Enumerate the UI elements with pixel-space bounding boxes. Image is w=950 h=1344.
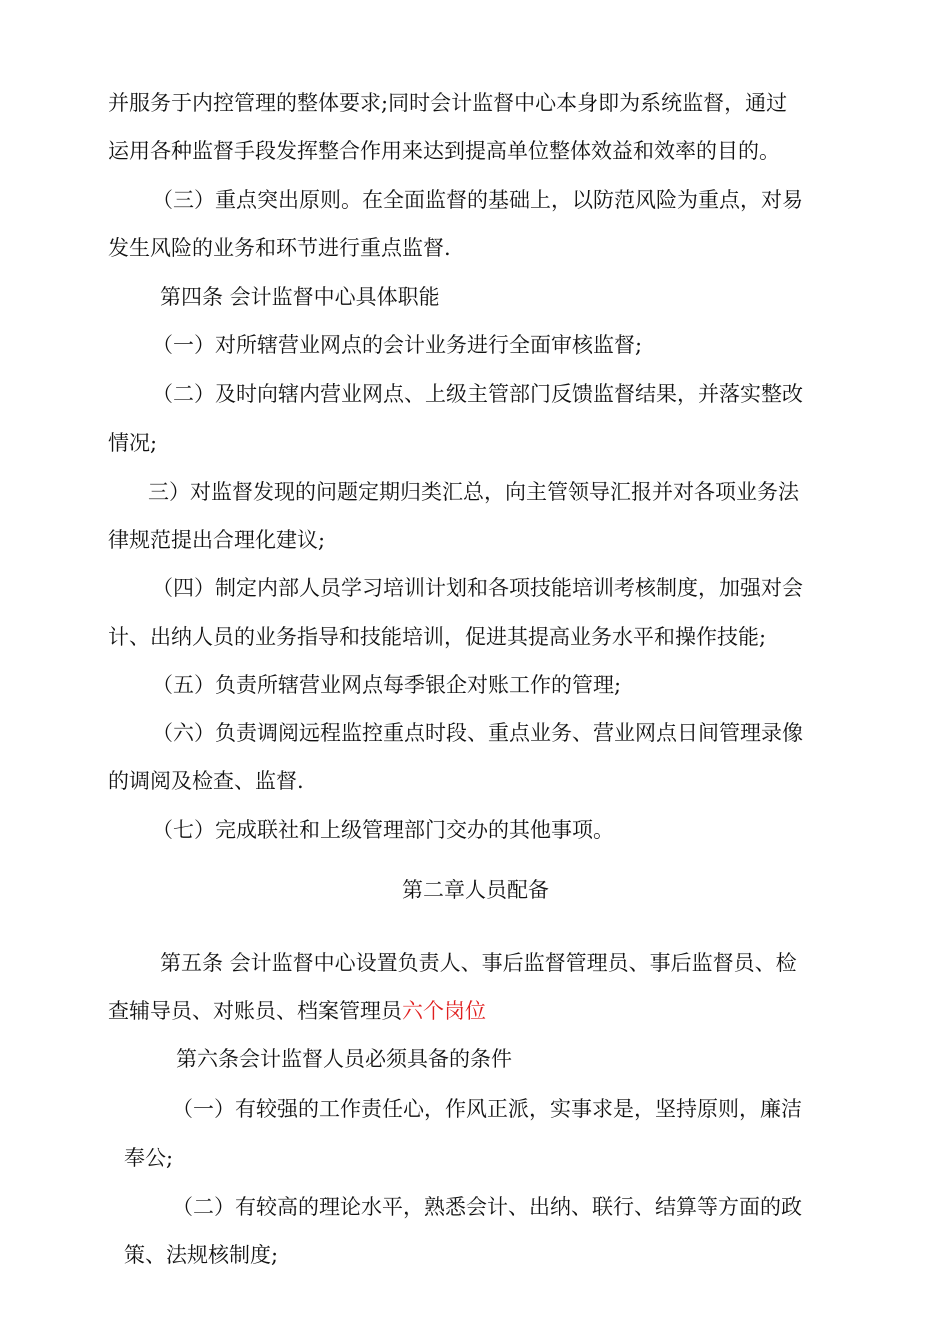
- paragraph-line: （六）负责调阅远程监控重点时段、重点业务、营业网点日间管理录像: [152, 721, 803, 745]
- paragraph-line: （一）有较强的工作责任心，作风正派，实事求是，坚持原则，廉洁: [172, 1097, 802, 1121]
- paragraph-line: 运用各种监督手段发挥整合作用来达到提高单位整体效益和效率的目的。: [108, 139, 780, 163]
- paragraph-line: （三）重点突出原则。在全面监督的基础上，以防范风险为重点，对易: [152, 188, 803, 212]
- paragraph-line: 计、出纳人员的业务指导和技能培训，促进其提高业务水平和操作技能;: [108, 625, 767, 649]
- paragraph-text: 查辅导员、对账员、档案管理员: [108, 999, 402, 1023]
- article-heading: 第五条 会计监督中心设置负责人、事后监督管理员、事后监督员、检: [160, 951, 797, 975]
- paragraph-line: 奉公;: [124, 1146, 174, 1170]
- paragraph-line: （五）负责所辖营业网点每季银企对账工作的管理;: [152, 673, 622, 697]
- paragraph-line: （二）有较高的理论水平，熟悉会计、出纳、联行、结算等方面的政: [172, 1195, 802, 1219]
- paragraph-line: 策、法规核制度;: [124, 1243, 279, 1267]
- paragraph-line: 情况;: [108, 431, 158, 455]
- paragraph-line: 三）对监督发现的问题定期归类汇总，向主管领导汇报并对各项业务法: [148, 480, 799, 504]
- paragraph-line: （七）完成联社和上级管理部门交办的其他事项。: [152, 818, 614, 842]
- paragraph-line: 并服务于内控管理的整体要求;同时会计监督中心本身即为系统监督，通过: [108, 91, 788, 115]
- paragraph-line: 发生风险的业务和环节进行重点监督.: [108, 236, 451, 260]
- paragraph-line: （一）对所辖营业网点的会计业务进行全面审核监督;: [152, 333, 643, 357]
- paragraph-line: （二）及时向辖内营业网点、上级主管部门反馈监督结果，并落实整改: [152, 382, 803, 406]
- paragraph-line: 律规范提出合理化建议;: [108, 528, 326, 552]
- paragraph-line: [108, 996, 486, 1026]
- chapter-heading: 第二章人员配备: [402, 878, 549, 902]
- article-heading: 第四条 会计监督中心具体职能: [160, 285, 440, 309]
- paragraph-line: （四）制定内部人员学习培训计划和各项技能培训考核制度，加强对会: [152, 576, 803, 600]
- paragraph-line: 的调阅及检查、监督.: [108, 769, 304, 793]
- article-heading: 第六条会计监督人员必须具备的条件: [176, 1047, 512, 1071]
- highlighted-text: 六个岗位: [402, 999, 486, 1023]
